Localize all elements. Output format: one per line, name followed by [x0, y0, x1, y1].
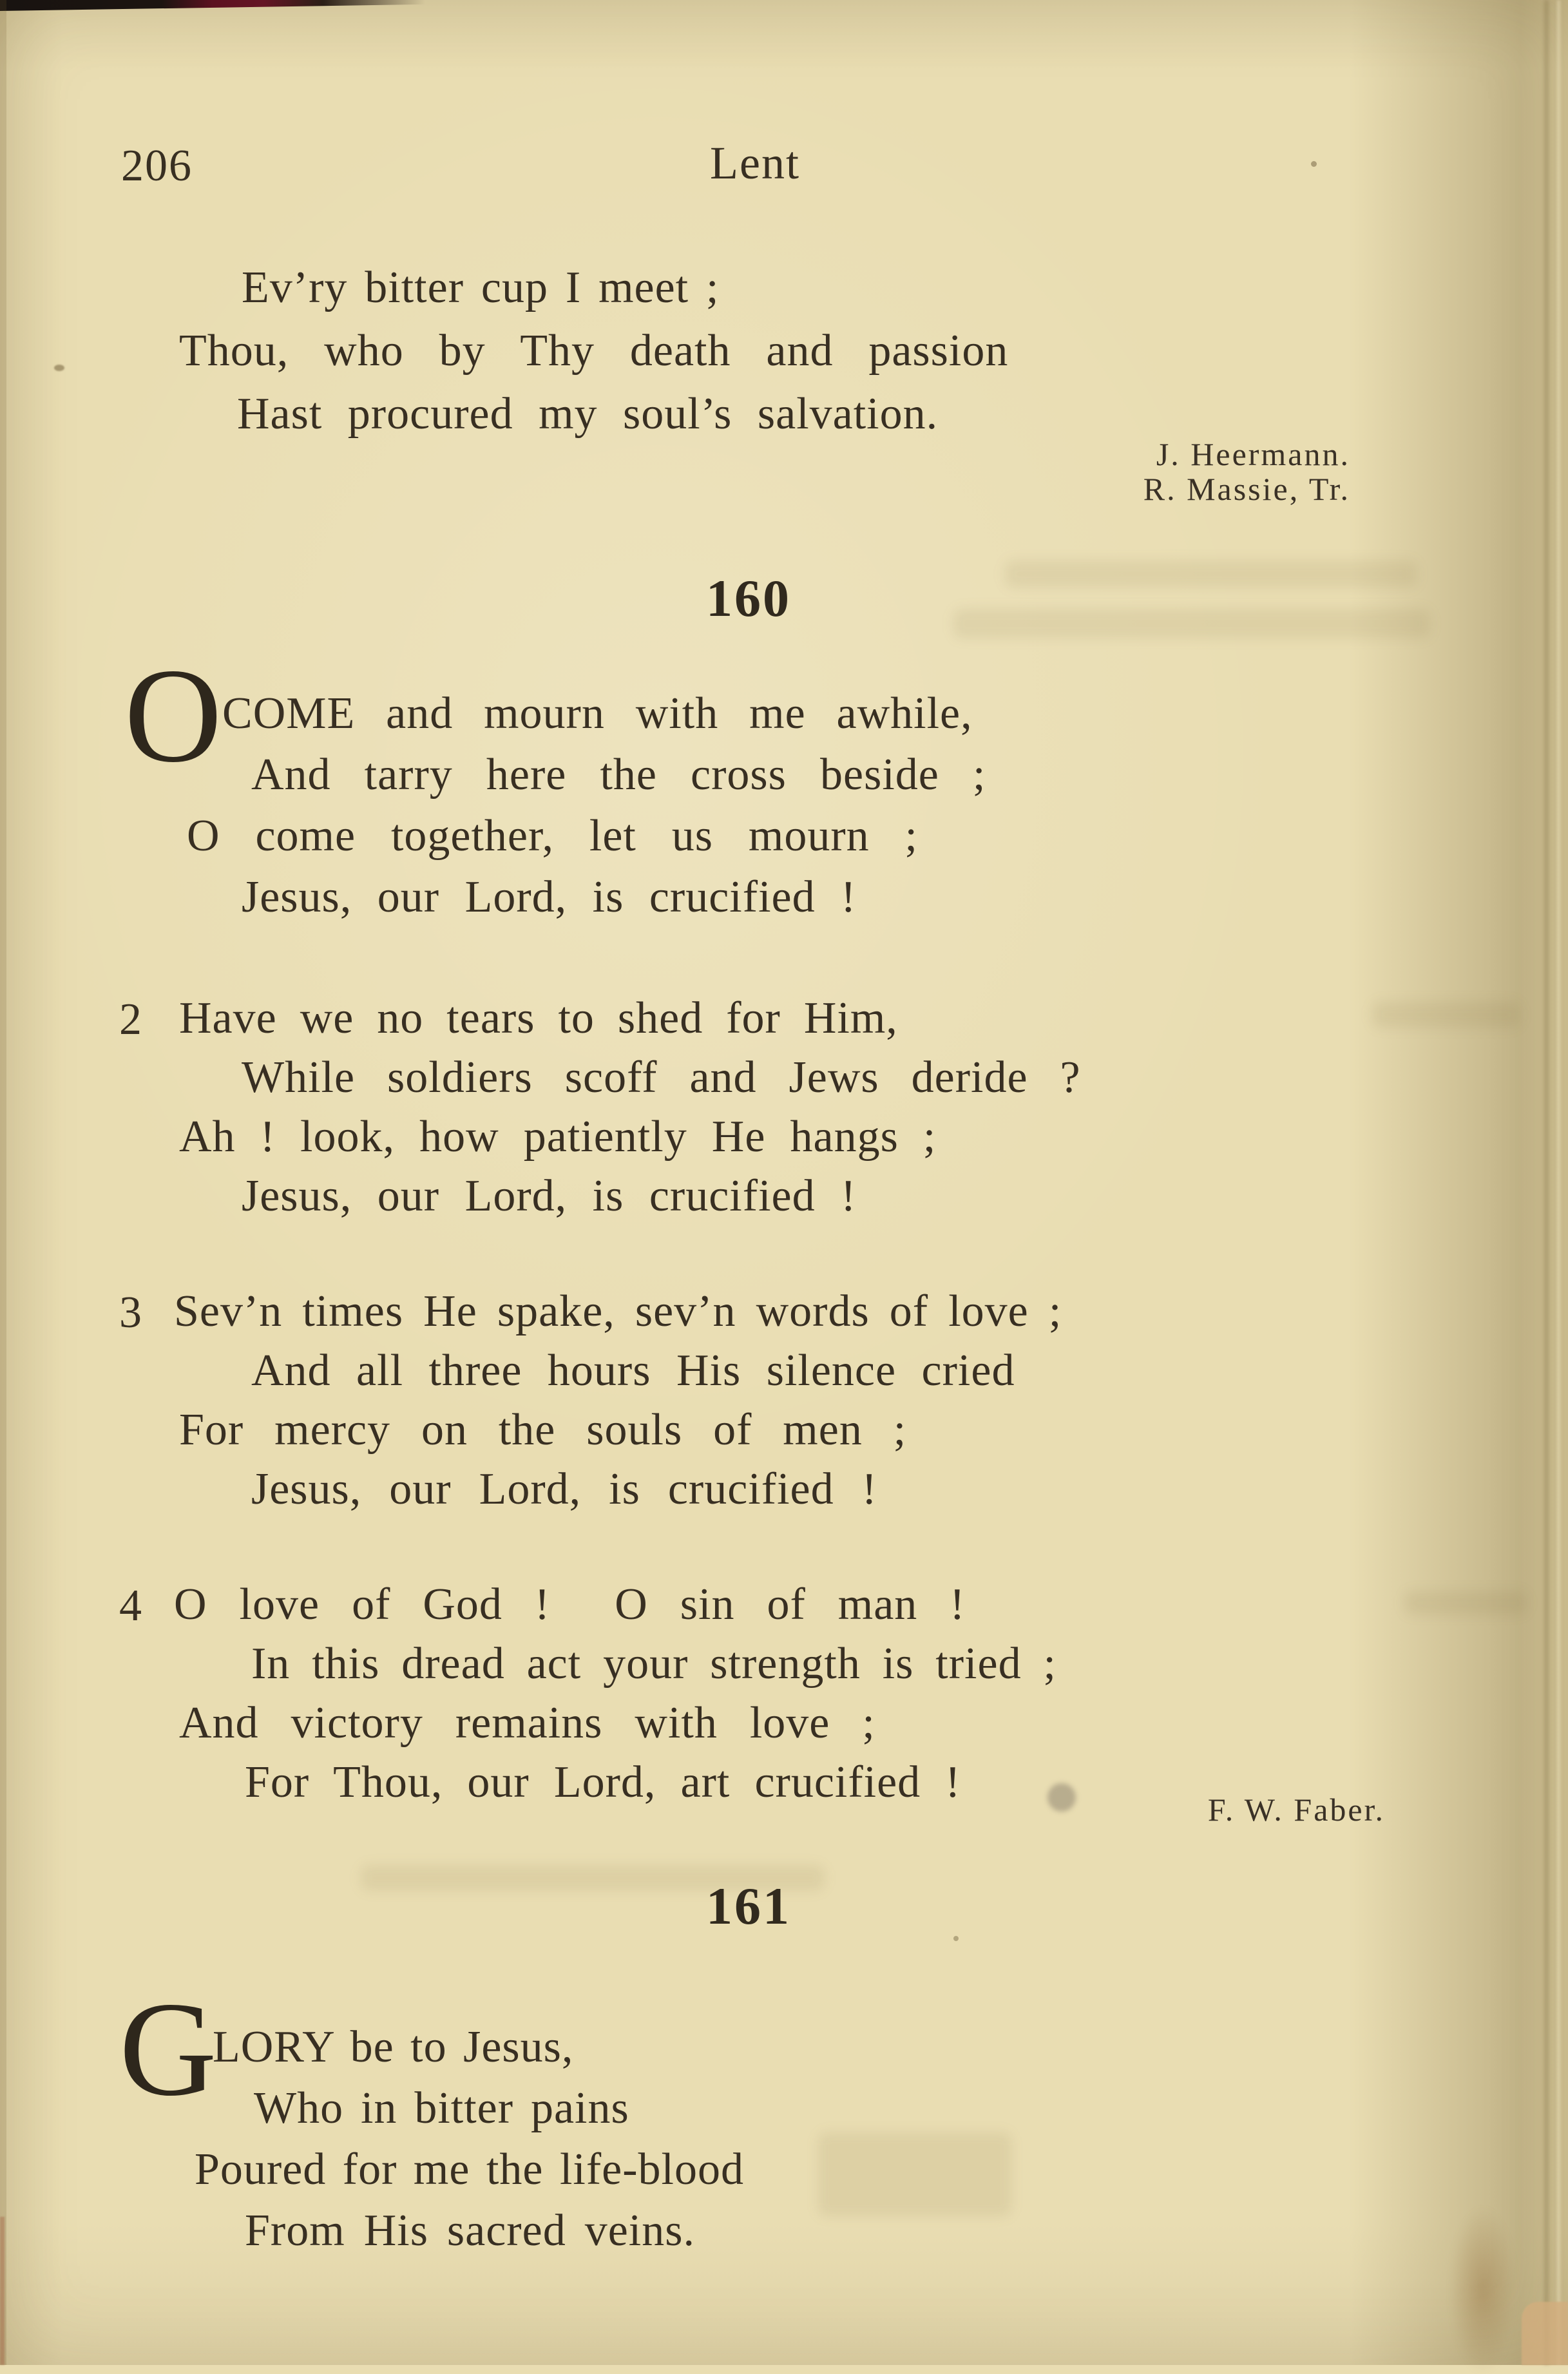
stanza-line: Thou, who by Thy death and passion [179, 326, 1009, 376]
stanza-line: Hast procured my soul’s salvation. [237, 389, 939, 439]
paper-blemish [953, 1936, 959, 1941]
verse-line: Sev’n times He spake, sev’n words of love ; [174, 1287, 1062, 1336]
underlying-page-corner [1522, 2302, 1568, 2365]
hymn-number-161: 161 [706, 1877, 791, 1935]
verse-line: While soldiers scoff and Jews deride ? [242, 1053, 1081, 1102]
verse-line: O come together, let us mourn ; [187, 811, 918, 861]
hymn-160-verse-4 [119, 1575, 1408, 1812]
drop-cap-initial: G [119, 1975, 217, 2124]
verse-line: Jesus, our Lord, is crucified ! [251, 1464, 877, 1514]
scan-left-edge-shadow [0, 0, 6, 2365]
bleed-through-mark [1005, 560, 1417, 588]
paper-blemish [54, 365, 64, 371]
bleed-through-mark [1404, 1591, 1527, 1614]
verse-line: LORY be to Jesus, [213, 2022, 574, 2072]
scan-left-edge-red-tint [0, 2217, 5, 2365]
author-attribution: F. W. Faber. [1207, 1792, 1385, 1828]
verse-line: Who in bitter pains [254, 2083, 629, 2133]
hymn-161-verse-1 [119, 2016, 1408, 2261]
hymn-number-160: 160 [706, 569, 791, 627]
verse-line: And victory remains with love ; [179, 1698, 875, 1748]
verse-line: And all three hours His silence cried [251, 1346, 1015, 1395]
verse-line: Jesus, our Lord, is crucified ! [242, 1171, 857, 1221]
running-head-section-title: Lent [710, 137, 800, 189]
hymn-160-verse-1 [119, 683, 1408, 928]
paper-stain [1449, 2206, 1516, 2374]
verse-line: O love of God ! O sin of man ! [174, 1580, 966, 1629]
author-attribution: J. Heermann. [1156, 436, 1350, 472]
hymn-160-verse-3 [119, 1282, 1408, 1519]
verse-number: 3 [119, 1288, 142, 1337]
hymn-159-final-stanza [119, 256, 1408, 446]
stanza-line: Ev’ry bitter cup I meet ; [242, 263, 720, 312]
verse-line: COME and mourn with me awhile, [222, 689, 973, 738]
bleed-through-mark [953, 609, 1430, 638]
paper-blemish [1311, 161, 1317, 167]
verse-line: Poured for me the life-blood [195, 2145, 745, 2194]
verse-line: And tarry here the cross beside ; [251, 750, 986, 799]
verse-number: 4 [119, 1581, 142, 1631]
page-edge-highlight [1557, 0, 1560, 2365]
page-crease-shadow [1544, 0, 1549, 2365]
translator-attribution: R. Massie, Tr. [1143, 471, 1350, 507]
verse-line: In this dread act your strength is tried ; [251, 1639, 1056, 1689]
verse-line: From His sacred veins. [245, 2206, 695, 2255]
hymn-160-verse-2 [119, 989, 1408, 1226]
scan-top-edge-artifact [0, 0, 425, 11]
verse-line: Ah ! look, how patiently He hangs ; [179, 1112, 937, 1162]
verse-line: Jesus, our Lord, is crucified ! [242, 872, 857, 922]
drop-cap-initial: O [124, 641, 222, 790]
verse-line: Have we no tears to shed for Him, [179, 993, 898, 1043]
verse-line: For Thou, our Lord, art crucified ! [245, 1757, 961, 1807]
verse-line: For mercy on the souls of men ; [179, 1405, 907, 1455]
page-number: 206 [121, 141, 193, 191]
verse-number: 2 [119, 995, 142, 1044]
